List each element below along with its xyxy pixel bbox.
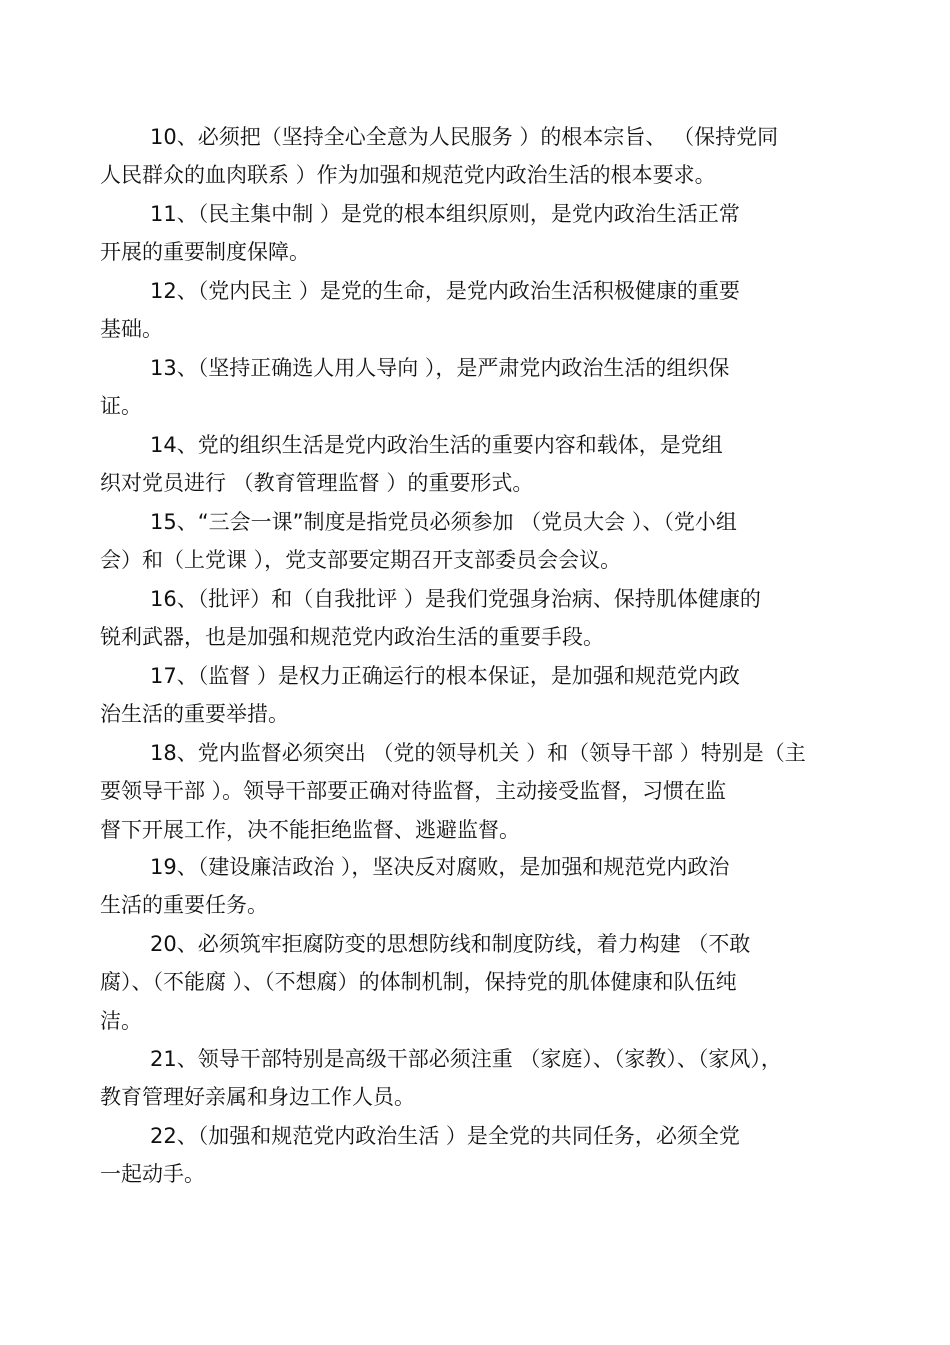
question-line: 14、党的组织生活是党内政治生活的重要内容和载体，是党组 xyxy=(150,433,723,457)
question-line: 锐利武器，也是加强和规范党内政治生活的重要手段。 xyxy=(100,625,604,649)
question-line: 织对党员进行 （教育管理监督 ）的重要形式。 xyxy=(100,471,534,495)
question-line: 开展的重要制度保障。 xyxy=(100,240,310,264)
question-line: 21、领导干部特别是高级干部必须注重 （家庭）、（家教）、（家风）， xyxy=(150,1047,782,1071)
question-line: 会）和（上党课 ），党支部要定期召开支部委员会会议。 xyxy=(100,548,622,572)
question-line: 22、（加强和规范党内政治生活 ）是全党的共同任务，必须全党 xyxy=(150,1124,740,1148)
question-line: 16、（批评）和（自我批评 ）是我们党强身治病、保持肌体健康的 xyxy=(150,587,761,611)
question-line: 要领导干部 ）。领导干部要正确对待监督，主动接受监督，习惯在监 xyxy=(100,779,727,803)
question-line: 19、（建设廉洁政治 ），坚决反对腐败，是加强和规范党内政治 xyxy=(150,855,730,879)
question-line: 18、党内监督必须突出 （党的领导机关 ）和（领导干部 ）特别是（主 xyxy=(150,741,806,765)
question-line: 11、（民主集中制 ）是党的根本组织原则，是党内政治生活正常 xyxy=(150,202,740,226)
question-line: 一起动手。 xyxy=(100,1162,205,1186)
question-line: 治生活的重要举措。 xyxy=(100,702,289,726)
question-line: 生活的重要任务。 xyxy=(100,893,268,917)
question-line: 基础。 xyxy=(100,317,163,341)
question-line: 12、（党内民主 ）是党的生命，是党内政治生活积极健康的重要 xyxy=(150,279,740,303)
question-line: 17、（监督 ）是权力正确运行的根本保证，是加强和规范党内政 xyxy=(150,664,740,688)
question-line: 腐）、（不能腐 ）、（不想腐）的体制机制，保持党的肌体健康和队伍纯 xyxy=(100,970,737,994)
question-line: 督下开展工作，决不能拒绝监督、逃避监督。 xyxy=(100,818,520,842)
question-line: 洁。 xyxy=(100,1009,142,1033)
question-line: 15、“三会一课”制度是指党员必须参加 （党员大会 ）、（党小组 xyxy=(150,510,737,534)
question-line: 10、必须把（坚持全心全意为人民服务 ）的根本宗旨、 （保持党同 xyxy=(150,125,779,149)
question-line: 13、（坚持正确选人用人导向 ），是严肃党内政治生活的组织保 xyxy=(150,356,730,380)
question-line: 人民群众的血肉联系 ）作为加强和规范党内政治生活的根本要求。 xyxy=(100,163,716,187)
question-line: 证。 xyxy=(100,394,142,418)
question-line: 教育管理好亲属和身边工作人员。 xyxy=(100,1085,415,1109)
question-line: 20、必须筑牢拒腐防变的思想防线和制度防线，着力构建 （不敢 xyxy=(150,932,751,956)
